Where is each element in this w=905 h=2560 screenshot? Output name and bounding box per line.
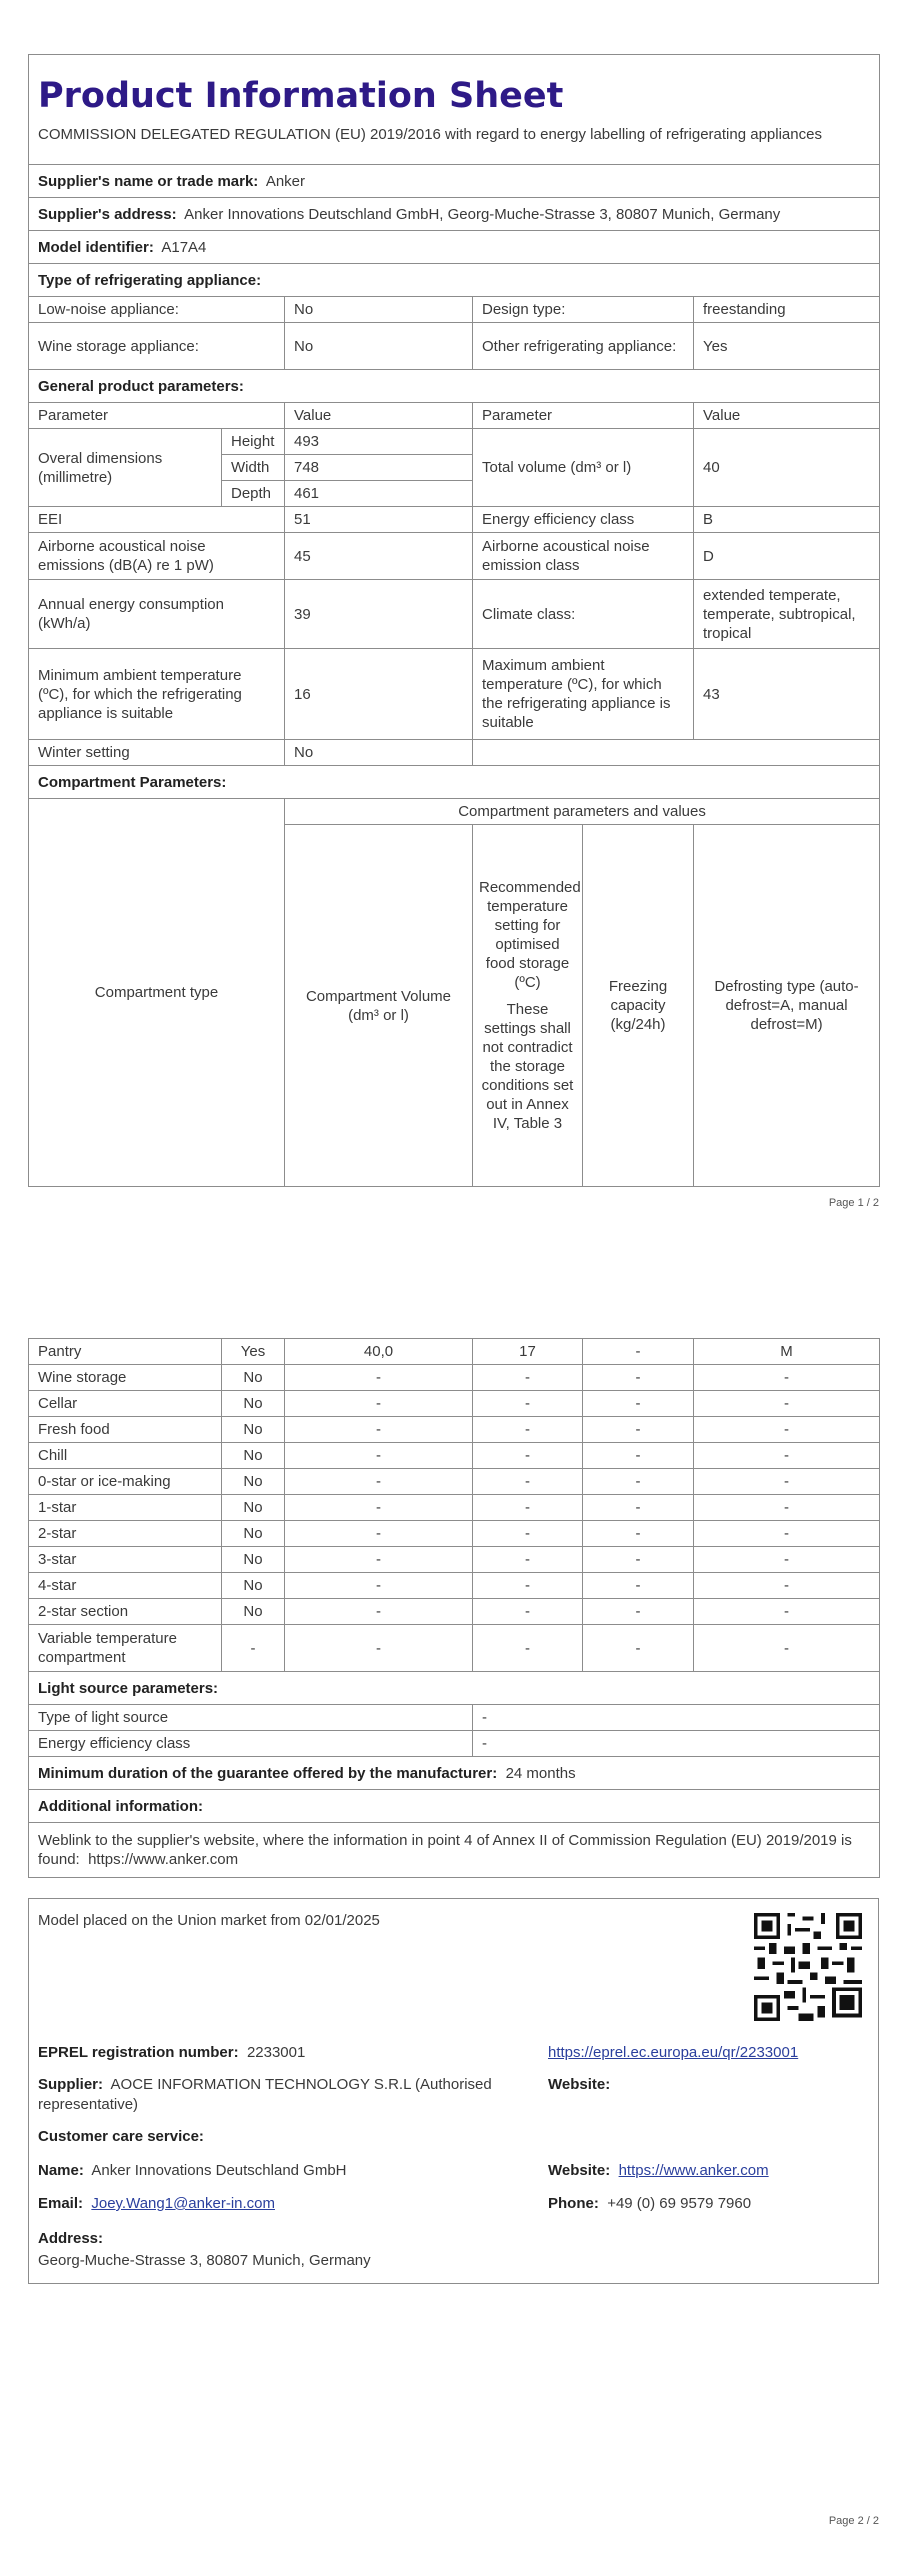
width-label: Width <box>222 455 285 481</box>
compartment-defrost: - <box>694 1521 880 1547</box>
compartment-volume: - <box>285 1573 473 1599</box>
compartment-name: 1-star <box>29 1495 222 1521</box>
height-value: 493 <box>285 429 473 455</box>
compartment-present: No <box>222 1521 285 1547</box>
compartment-temp: - <box>473 1365 583 1391</box>
compartment-defrost: - <box>694 1625 880 1672</box>
compartment-name: 2-star <box>29 1521 222 1547</box>
guarantee-label: Minimum duration of the guarantee offered by the manufacturer: <box>38 1764 498 1782</box>
supplier-website-row <box>548 2075 610 2095</box>
compartment-defrost: - <box>694 1573 880 1599</box>
compartment-volume: - <box>285 1521 473 1547</box>
empty-cell <box>473 740 880 766</box>
guarantee-row <box>29 1757 880 1790</box>
light-class-label: Energy efficiency class <box>29 1731 473 1757</box>
regulation-text: COMMISSION DELEGATED REGULATION (EU) 2019/2016 with regard to energy labelling of refrigerating appliances <box>38 125 822 143</box>
supplier-label: Supplier's name or trade mark: <box>38 172 259 190</box>
energy-class-label: Energy efficiency class <box>473 507 694 533</box>
light-type-value: - <box>473 1705 880 1731</box>
max-temp-value: 43 <box>694 649 880 740</box>
compartment-row <box>29 1521 880 1547</box>
compartment-defrost: - <box>694 1417 880 1443</box>
compartment-defrost: M <box>694 1339 880 1365</box>
compartment-name: Chill <box>29 1443 222 1469</box>
supplier-row <box>29 165 880 198</box>
winter-value: No <box>285 740 473 766</box>
wine-storage-value: No <box>285 323 473 370</box>
compartment-freezing: - <box>583 1417 694 1443</box>
compartment-freezing: - <box>583 1521 694 1547</box>
supplier-info-value: AOCE INFORMATION TECHNOLOGY S.R.L (Authorised representative) <box>38 2076 492 2113</box>
compartment-freezing: - <box>583 1339 694 1365</box>
compartment-present: No <box>222 1365 285 1391</box>
compartment-row <box>29 1495 880 1521</box>
noise-class-value: D <box>694 533 880 580</box>
care-name-label: Name: <box>38 2162 84 2179</box>
compartment-row <box>29 1547 880 1573</box>
compartment-present: No <box>222 1599 285 1625</box>
compartment-defrost: - <box>694 1443 880 1469</box>
compartment-present: No <box>222 1573 285 1599</box>
additional-text: Weblink to the supplier's website, where the information in point 4 of Annex II of Commission Regulation (EU) 2019/2019 is found: <box>38 1832 852 1868</box>
compartment-freezing: - <box>583 1573 694 1599</box>
compartment-temp: - <box>473 1495 583 1521</box>
depth-label: Depth <box>222 481 285 507</box>
compartment-temp: - <box>473 1469 583 1495</box>
care-address-label: Address: <box>38 2230 104 2247</box>
compartment-present: No <box>222 1495 285 1521</box>
col-volume: Compartment Volume (dm³ or l) <box>285 825 473 1187</box>
compartment-volume: - <box>285 1365 473 1391</box>
compartment-defrost: - <box>694 1391 880 1417</box>
general-heading-text: General product parameters: <box>38 377 244 395</box>
compartment-temp: 17 <box>473 1339 583 1365</box>
care-email-label: Email: <box>38 2195 84 2212</box>
compartment-freezing: - <box>583 1469 694 1495</box>
supplier-info-row <box>38 2075 533 2115</box>
col-parameter: Parameter <box>29 403 285 429</box>
annual-energy-label: Annual energy consumption (kWh/a) <box>29 580 285 649</box>
low-noise-value: No <box>285 297 473 323</box>
compartment-volume: - <box>285 1469 473 1495</box>
compartment-temp: - <box>473 1443 583 1469</box>
care-website-row <box>548 2161 769 2181</box>
address-row <box>29 198 880 231</box>
compartment-defrost: - <box>694 1547 880 1573</box>
type-heading <box>29 264 880 297</box>
care-website-label: Website: <box>548 2162 611 2179</box>
compartment-row <box>29 1391 880 1417</box>
additional-url[interactable]: https://www.anker.com <box>88 1851 239 1868</box>
compartment-temp: - <box>473 1547 583 1573</box>
guarantee-value: 24 months <box>505 1764 576 1782</box>
compartment-volume: - <box>285 1417 473 1443</box>
compartment-name: Pantry <box>29 1339 222 1365</box>
compartment-name: 3-star <box>29 1547 222 1573</box>
min-temp-label: Minimum ambient temperature (ºC), for which the refrigerating appliance is suitable <box>29 649 285 740</box>
light-class-value: - <box>473 1731 880 1757</box>
compartment-row <box>29 1417 880 1443</box>
compartment-present: No <box>222 1417 285 1443</box>
qr-code-icon[interactable] <box>754 1913 862 2021</box>
compartment-row <box>29 1443 880 1469</box>
page-number-2: Page 2 / 2 <box>828 2515 879 2527</box>
compartment-name: Wine storage <box>29 1365 222 1391</box>
compartment-row <box>29 1469 880 1495</box>
annual-energy-value: 39 <box>285 580 473 649</box>
compartment-temp: - <box>473 1521 583 1547</box>
depth-value: 461 <box>285 481 473 507</box>
low-noise-label: Low-noise appliance: <box>29 297 285 323</box>
compartment-freezing: - <box>583 1599 694 1625</box>
compartment-freezing: - <box>583 1391 694 1417</box>
noise-value: 45 <box>285 533 473 580</box>
compartment-volume: - <box>285 1625 473 1672</box>
height-label: Height <box>222 429 285 455</box>
compartment-present: Yes <box>222 1339 285 1365</box>
compartments-heading-text: Compartment Parameters: <box>38 773 227 791</box>
address-value: Anker Innovations Deutschland GmbH, Georg-Muche-Strasse 3, 80807 Munich, Germany <box>184 205 781 223</box>
compartment-row <box>29 1573 880 1599</box>
customer-care-heading-text: Customer care service: <box>38 2128 204 2145</box>
page-1-table <box>28 54 879 1187</box>
supplier-website-label: Website: <box>548 2076 611 2093</box>
design-type-label: Design type: <box>473 297 694 323</box>
care-name-row <box>38 2161 347 2181</box>
supplier-info-label: Supplier: <box>38 2076 104 2093</box>
compartment-present: No <box>222 1469 285 1495</box>
other-appliance-value: Yes <box>694 323 880 370</box>
page-2-table <box>28 1338 879 1878</box>
eprel-row <box>38 2043 305 2063</box>
compartment-defrost: - <box>694 1599 880 1625</box>
compartment-freezing: - <box>583 1625 694 1672</box>
compartment-volume: - <box>285 1443 473 1469</box>
compartment-volume: - <box>285 1599 473 1625</box>
compartment-freezing: - <box>583 1365 694 1391</box>
dimensions-label: Overal dimensions (millimetre) <box>29 429 222 507</box>
compartment-row <box>29 1625 880 1672</box>
compartment-name: Fresh food <box>29 1417 222 1443</box>
col-compartment-type: Compartment type <box>29 799 285 1187</box>
wine-storage-label: Wine storage appliance: <box>29 323 285 370</box>
climate-label: Climate class: <box>473 580 694 649</box>
care-phone-label: Phone: <box>548 2195 599 2212</box>
compartments-heading <box>29 766 880 799</box>
col-defrost: Defrosting type (auto-defrost=A, manual defrost=M) <box>694 825 880 1187</box>
compartment-row <box>29 1339 880 1365</box>
care-address-label-row <box>38 2229 103 2249</box>
model-row <box>29 231 880 264</box>
market-date: Model placed on the Union market from 02/01/2025 <box>38 1912 380 1929</box>
noise-label: Airborne acoustical noise emissions (dB(A) re 1 pW) <box>29 533 285 580</box>
col-temp-b: These settings shall not contradict the storage conditions set out in Annex IV, Table 3 <box>481 1001 574 1132</box>
care-phone-row <box>548 2194 751 2214</box>
care-name-value: Anker Innovations Deutschland GmbH <box>91 2162 347 2179</box>
care-email-row <box>38 2194 275 2214</box>
page-number-1: Page 1 / 2 <box>828 1197 879 1209</box>
compartment-temp: - <box>473 1391 583 1417</box>
compartment-name: 4-star <box>29 1573 222 1599</box>
compartment-defrost: - <box>694 1495 880 1521</box>
page-title: Product Information Sheet <box>38 75 564 116</box>
eprel-value: 2233001 <box>246 2044 306 2061</box>
light-type-label: Type of light source <box>29 1705 473 1731</box>
noise-class-label: Airborne acoustical noise emission class <box>473 533 694 580</box>
model-label: Model identifier: <box>38 238 154 256</box>
compartment-volume: - <box>285 1547 473 1573</box>
min-temp-value: 16 <box>285 649 473 740</box>
compartment-present: - <box>222 1625 285 1672</box>
col-freezing: Freezing capacity (kg/24h) <box>583 825 694 1187</box>
compartment-group-header: Compartment parameters and values <box>285 799 880 825</box>
col-temp-a: Recommended temperature setting for optimised food storage (ºC) <box>479 879 581 991</box>
compartment-defrost: - <box>694 1365 880 1391</box>
additional-heading <box>29 1790 880 1823</box>
col-temperature <box>473 825 583 1187</box>
volume-value: 40 <box>694 429 880 507</box>
compartment-freezing: - <box>583 1495 694 1521</box>
compartment-row <box>29 1365 880 1391</box>
compartment-temp: - <box>473 1625 583 1672</box>
light-heading-text: Light source parameters: <box>38 1679 219 1697</box>
title-block <box>29 55 880 165</box>
other-appliance-label: Other refrigerating appliance: <box>473 323 694 370</box>
winter-label: Winter setting <box>29 740 285 766</box>
care-email-link[interactable]: Joey.Wang1@anker-in.com <box>91 2195 275 2212</box>
info-box <box>28 1898 879 2284</box>
col-value-2: Value <box>694 403 880 429</box>
col-value: Value <box>285 403 473 429</box>
model-value: A17A4 <box>161 238 207 256</box>
care-phone-value: +49 (0) 69 9579 7960 <box>607 2195 752 2212</box>
address-label: Supplier's address: <box>38 205 177 223</box>
compartment-rows <box>29 1339 880 1672</box>
eei-label: EEI <box>29 507 285 533</box>
compartment-temp: - <box>473 1573 583 1599</box>
col-parameter-2: Parameter <box>473 403 694 429</box>
compartment-present: No <box>222 1443 285 1469</box>
eei-value: 51 <box>285 507 473 533</box>
climate-value: extended temperate, temperate, subtropical, tropical <box>694 580 880 649</box>
general-heading <box>29 370 880 403</box>
compartment-freezing: - <box>583 1443 694 1469</box>
additional-text-row <box>29 1823 880 1878</box>
supplier-value: Anker <box>265 172 306 190</box>
design-type-value: freestanding <box>694 297 880 323</box>
care-address-value: Georg-Muche-Strasse 3, 80807 Munich, Germany <box>38 2252 371 2269</box>
care-website-link[interactable]: https://www.anker.com <box>618 2162 769 2179</box>
compartment-volume: 40,0 <box>285 1339 473 1365</box>
light-heading <box>29 1672 880 1705</box>
compartment-defrost: - <box>694 1469 880 1495</box>
compartment-name: 2-star section <box>29 1599 222 1625</box>
compartment-volume: - <box>285 1495 473 1521</box>
type-heading-text: Type of refrigerating appliance: <box>38 271 262 289</box>
additional-heading-text: Additional information: <box>38 1797 203 1815</box>
max-temp-label: Maximum ambient temperature (ºC), for which the refrigerating appliance is suitable <box>473 649 694 740</box>
compartment-temp: - <box>473 1417 583 1443</box>
width-value: 748 <box>285 455 473 481</box>
eprel-link[interactable]: https://eprel.ec.europa.eu/qr/2233001 <box>548 2044 799 2061</box>
compartment-freezing: - <box>583 1547 694 1573</box>
compartment-row <box>29 1599 880 1625</box>
compartment-volume: - <box>285 1391 473 1417</box>
compartment-name: Variable temperature compartment <box>29 1625 222 1672</box>
compartment-temp: - <box>473 1599 583 1625</box>
compartment-name: 0-star or ice-making <box>29 1469 222 1495</box>
energy-class-value: B <box>694 507 880 533</box>
customer-care-heading <box>38 2127 204 2147</box>
compartment-name: Cellar <box>29 1391 222 1417</box>
volume-label: Total volume (dm³ or l) <box>473 429 694 507</box>
eprel-label: EPREL registration number: <box>38 2044 239 2061</box>
compartment-present: No <box>222 1391 285 1417</box>
compartment-present: No <box>222 1547 285 1573</box>
